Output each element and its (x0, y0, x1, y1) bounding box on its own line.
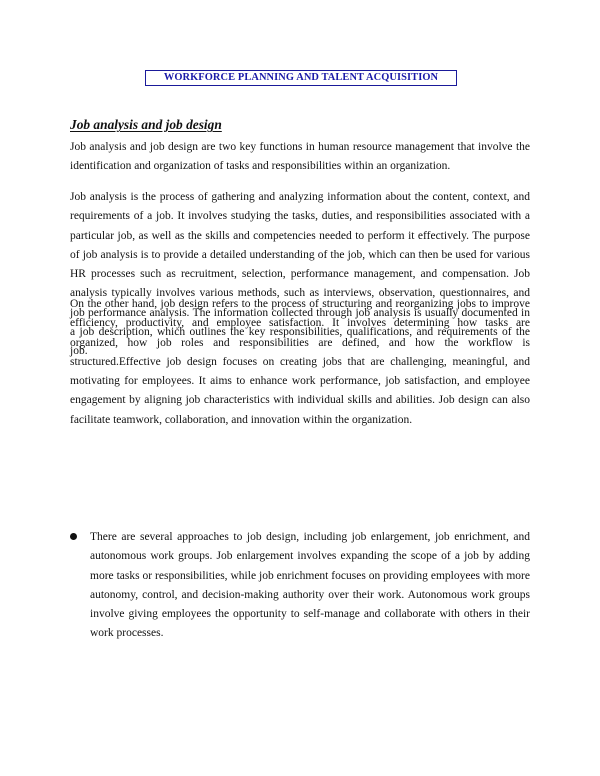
bullet-text: There are several approaches to job design, including job enlargement, job enrichment, and autonomous work groups. Job enlargement involves expanding the scope of a job by adding more tasks or responsibilities, while job enrichment focuses on providing employees with more autonomy, control, and decision-making authority over their work. Autonomous work groups involve giving employees the opportunity to self-manage and collaborate with others in their work processes. (90, 531, 530, 640)
paragraph-job-design: On the other hand, job design refers to the process of structuring and reorganizing jobs to improve efficiency, productivity, and employee satisfaction. It involves determining how tasks are organized, how job roles and responsibilities are defined, and how the workflow is structured.Effective job design focuses on creating jobs that are challenging, meaningful, and motivating for employees. It aims to enhance work performance, job satisfaction, and employee engagement by aligning job characteristics with individual skills and abilities. Job design can also facilitate teamwork, collaboration, and innovation within the organization. (70, 298, 530, 426)
document-title: WORKFORCE PLANNING AND TALENT ACQUISITION (145, 70, 457, 86)
bullet-icon (70, 533, 77, 540)
section-heading: Job analysis and job design (70, 117, 222, 132)
paragraph-intro: Job analysis and job design are two key functions in human resource management that involve the identification and organization of tasks and responsibilities within an organization. (70, 141, 530, 173)
paragraph-job-analysis: Job analysis is the process of gathering and analyzing information about the content, context, and requirements of a job. It involves studying the tasks, duties, and responsibilities associated with a particular job, as well as the skills and competencies needed to perform it effectively. The purpose of job analysis is to provide a detailed understanding of the job, which can then be used for various HR processes such as recruitment, selection, performance management, and compensation. Job analysis typically involves various methods, such as interviews, observation, questionnaires, and job performance analysis. The information collected through job analysis is usually documented in a job description, which outlines the key responsibilities, qualifications, and requirements of the job. (70, 191, 530, 358)
